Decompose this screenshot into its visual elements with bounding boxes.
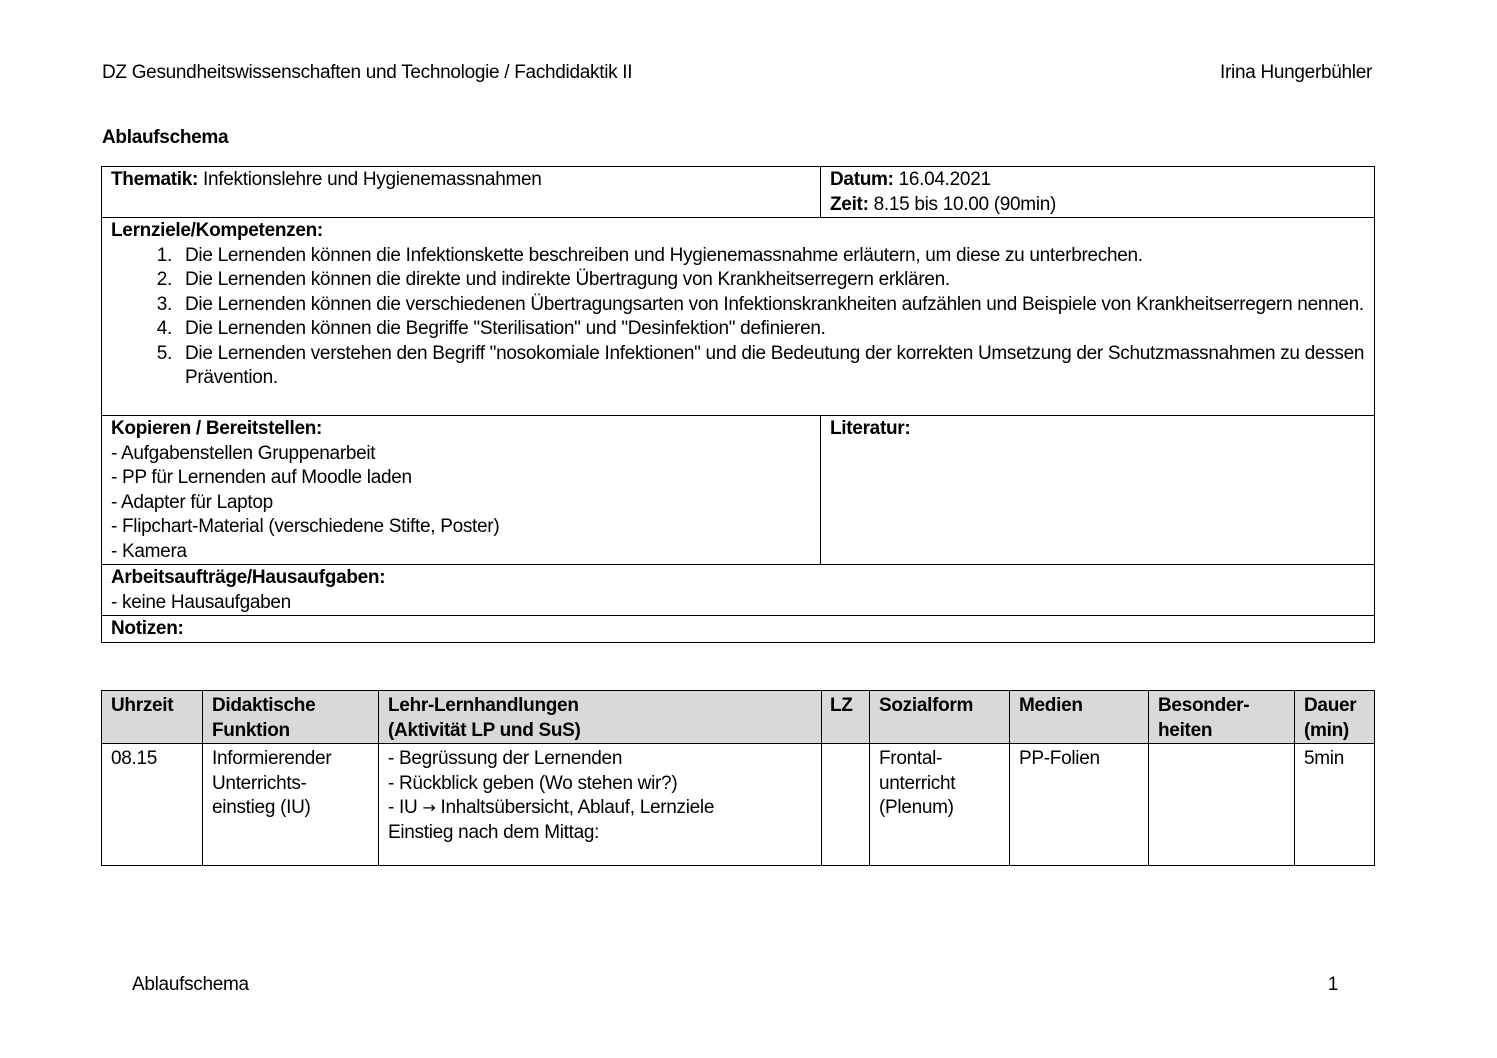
page-number: 1 [1327, 974, 1338, 995]
cell-medien: PP-Folien [1010, 744, 1149, 866]
cell-uhrzeit: 08.15 [102, 744, 203, 866]
kopieren-row [102, 416, 1375, 565]
notizen-row [102, 616, 1375, 643]
document-title: Ablaufschema [102, 127, 229, 148]
header-lehr-lernhandlungen: Lehr-Lernhandlungen (Aktivität LP und SuS) [379, 691, 822, 744]
kopieren-item: - Flipchart-Material (verschiedene Stifte, Poster) [111, 516, 500, 537]
header-course: DZ Gesundheitswissenschaften und Technologie / Fachdidaktik II [102, 62, 633, 83]
arbeit-value: - keine Hausaufgaben [111, 591, 291, 613]
cell-lz [822, 744, 870, 866]
header-sozialform: Sozialform [870, 691, 1010, 744]
plan-header-row [102, 691, 1375, 744]
kopieren-cell [102, 416, 821, 565]
literatur-label: Literatur: [830, 418, 911, 439]
lernziel-item: 5. Die Lernenden verstehen den Begriff "nosokomiale Infektionen" und die Bedeutung der korrekten Umsetzung der Schutzmassnahmen zu dessen Prävention. [177, 342, 1365, 391]
cell-besonderheiten [1149, 744, 1295, 866]
kopieren-label: Kopieren / Bereitstellen: [111, 418, 323, 439]
cell-sozialform: Frontal- unterricht (Plenum) [870, 744, 1010, 866]
datum-label: Datum: [830, 169, 894, 190]
header-didaktik: Didaktische Funktion [203, 691, 379, 744]
kopieren-item: - Adapter für Laptop [111, 491, 273, 513]
datum-value: 16.04.2021 [893, 169, 991, 190]
kopieren-item: - Kamera [111, 540, 187, 562]
lernziel-item: 2. Die Lernenden können die direkte und indirekte Übertragung von Krankheitserregern erklären. [177, 268, 1365, 293]
kopieren-item: - PP für Lernenden auf Moodle laden [111, 467, 412, 488]
lernziele-row [102, 218, 1375, 416]
zeit-label: Zeit: [830, 193, 869, 215]
info-table [101, 166, 1375, 643]
cell-didaktik: Informierender Unterrichts- einstieg (IU) [203, 744, 379, 866]
notizen-cell [102, 616, 1375, 643]
arbeit-cell [102, 565, 1375, 616]
header-dauer: Dauer (min) [1295, 691, 1375, 744]
header-besonderheiten: Besonder- heiten [1149, 691, 1295, 744]
cell-dauer: 5min [1295, 744, 1375, 866]
lernziele-cell [102, 218, 1375, 416]
header-medien: Medien [1010, 691, 1149, 744]
page-footer [132, 974, 1338, 996]
zeit-value: 8.15 bis 10.00 (90min) [868, 193, 1057, 215]
cell-lehr-lernhandlungen: - Begrüssung der Lernenden - Rückblick geben (Wo stehen wir?) - IU → Inhaltsübersicht, Ablauf, Lernziele Einstieg nach dem Mittag: [379, 744, 822, 866]
lernziel-item: 4. Die Lernenden können die Begriffe "Sterilisation" und "Desinfektion" definieren. [177, 317, 1365, 342]
header-lz: LZ [822, 691, 870, 744]
lernziele-label: Lernziele/Kompetenzen: [111, 220, 323, 241]
arbeit-row [102, 565, 1375, 616]
notizen-label: Notizen: [111, 618, 184, 639]
lernziele-list [111, 244, 1365, 391]
literatur-cell [821, 416, 1375, 565]
lernziel-item: 1. Die Lernenden können die Infektionskette beschreiben und Hygienemassnahme erläutern, um diese zu unterbrechen. [177, 244, 1365, 269]
thematik-label: Thematik: [111, 169, 199, 190]
header-author: Irina Hungerbühler [1220, 62, 1372, 83]
arbeit-label: Arbeitsaufträge/Hausaufgaben: [111, 567, 386, 588]
page-header [102, 62, 1372, 84]
thematik-row [102, 167, 1375, 218]
thematik-value: Infektionslehre und Hygienemassnahmen [198, 169, 542, 190]
plan-table [101, 690, 1375, 866]
arrow-right-icon: → [422, 798, 436, 817]
lernziel-item: 3. Die Lernenden können die verschiedenen Übertragungsarten von Infektionskrankheiten aufzählen und Beispiele von Krankheitserregern nennen. [177, 293, 1365, 318]
plan-row [102, 744, 1375, 866]
footer-title: Ablaufschema [132, 974, 249, 995]
datum-zeit-cell [821, 167, 1375, 218]
kopieren-item: - Aufgabenstellen Gruppenarbeit [111, 442, 376, 464]
thematik-cell [102, 167, 821, 218]
header-uhrzeit: Uhrzeit [102, 691, 203, 744]
